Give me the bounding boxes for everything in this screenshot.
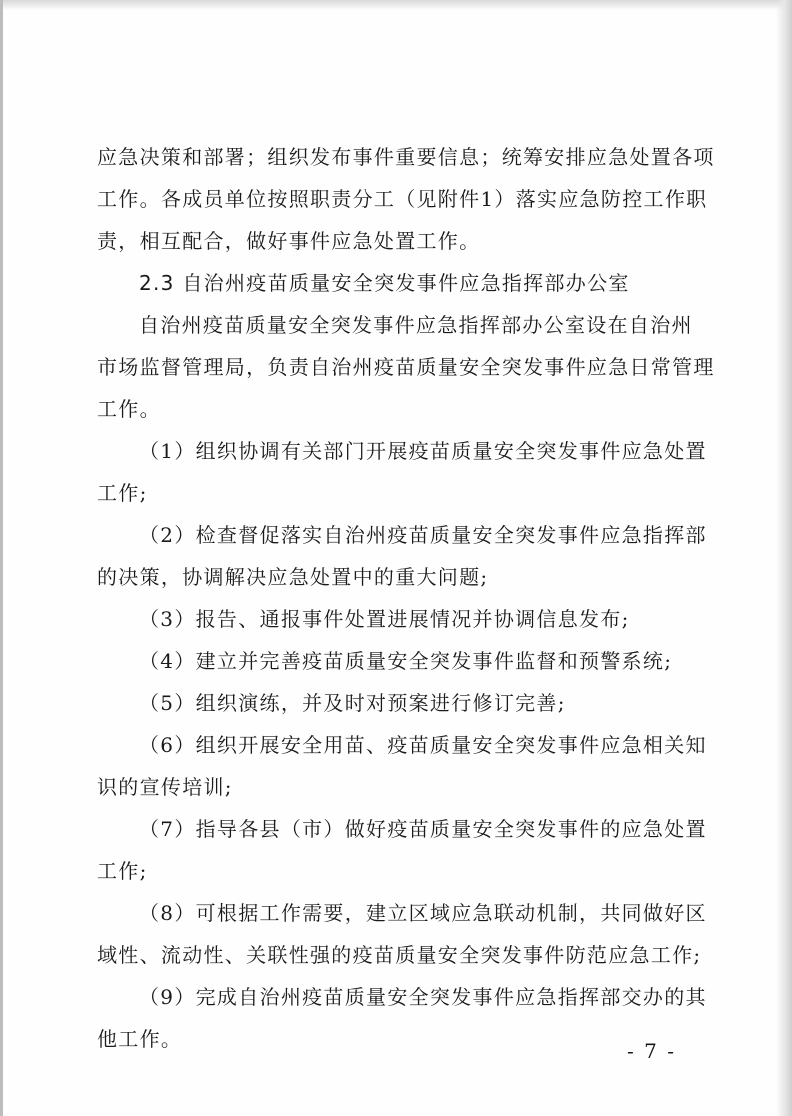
text-line: 工作; (97, 859, 148, 883)
text-line: 工作。 (97, 397, 161, 421)
list-item: （7）指导各县（市）做好疫苗质量安全突发事件的应急处置 (139, 817, 707, 841)
text-line: 域性、流动性、关联性强的疫苗质量安全突发事件防范应急工作; (97, 943, 702, 967)
list-item: （8）可根据工作需要，建立区域应急联动机制，共同做好区 (139, 901, 707, 925)
document-body (97, 142, 715, 1054)
text-line: 识的宣传培训; (97, 775, 233, 799)
text-line: 自治州疫苗质量安全突发事件应急指挥部办公室设在自治州 (139, 313, 693, 337)
list-item: （2）检查督促落实自治州疫苗质量安全突发事件应急指挥部 (139, 523, 707, 547)
list-item: （5）组织演练，并及时对预案进行修订完善; (139, 691, 566, 715)
text-line: 应急决策和部署；组织发布事件重要信息；统筹安排应急处置各项 (97, 145, 715, 169)
list-item: （3）报告、通报事件处置进展情况并协调信息发布; (139, 607, 630, 631)
list-item: （9）完成自治州疫苗质量安全突发事件应急指挥部交办的其 (139, 985, 707, 1009)
text-line: 工作; (97, 481, 148, 505)
section-heading: 2.3 自治州疫苗质量安全突发事件应急指挥部办公室 (139, 271, 630, 295)
text-line: 市场监督管理局，负责自治州疫苗质量安全突发事件应急日常管理 (97, 355, 715, 379)
text-line: 工作。各成员单位按照职责分工（见附件1）落实应急防控工作职 (97, 187, 708, 211)
list-item: （6）组织开展安全用苗、疫苗质量安全突发事件应急相关知 (139, 733, 707, 757)
list-item: （4）建立并完善疫苗质量安全突发事件监督和预警系统; (139, 649, 673, 673)
scan-edge-left (0, 0, 3, 1116)
list-item: （1）组织协调有关部门开展疫苗质量安全突发事件应急处置 (139, 439, 707, 463)
page-number: - 7 - (627, 1039, 676, 1063)
scan-edge-top (0, 0, 792, 10)
text-line: 他工作。 (97, 1027, 183, 1051)
text-line: 的决策，协调解决应急处置中的重大问题; (97, 565, 489, 589)
scan-edge-right (776, 0, 792, 1116)
text-line: 责，相互配合，做好事件应急处置工作。 (97, 229, 481, 253)
